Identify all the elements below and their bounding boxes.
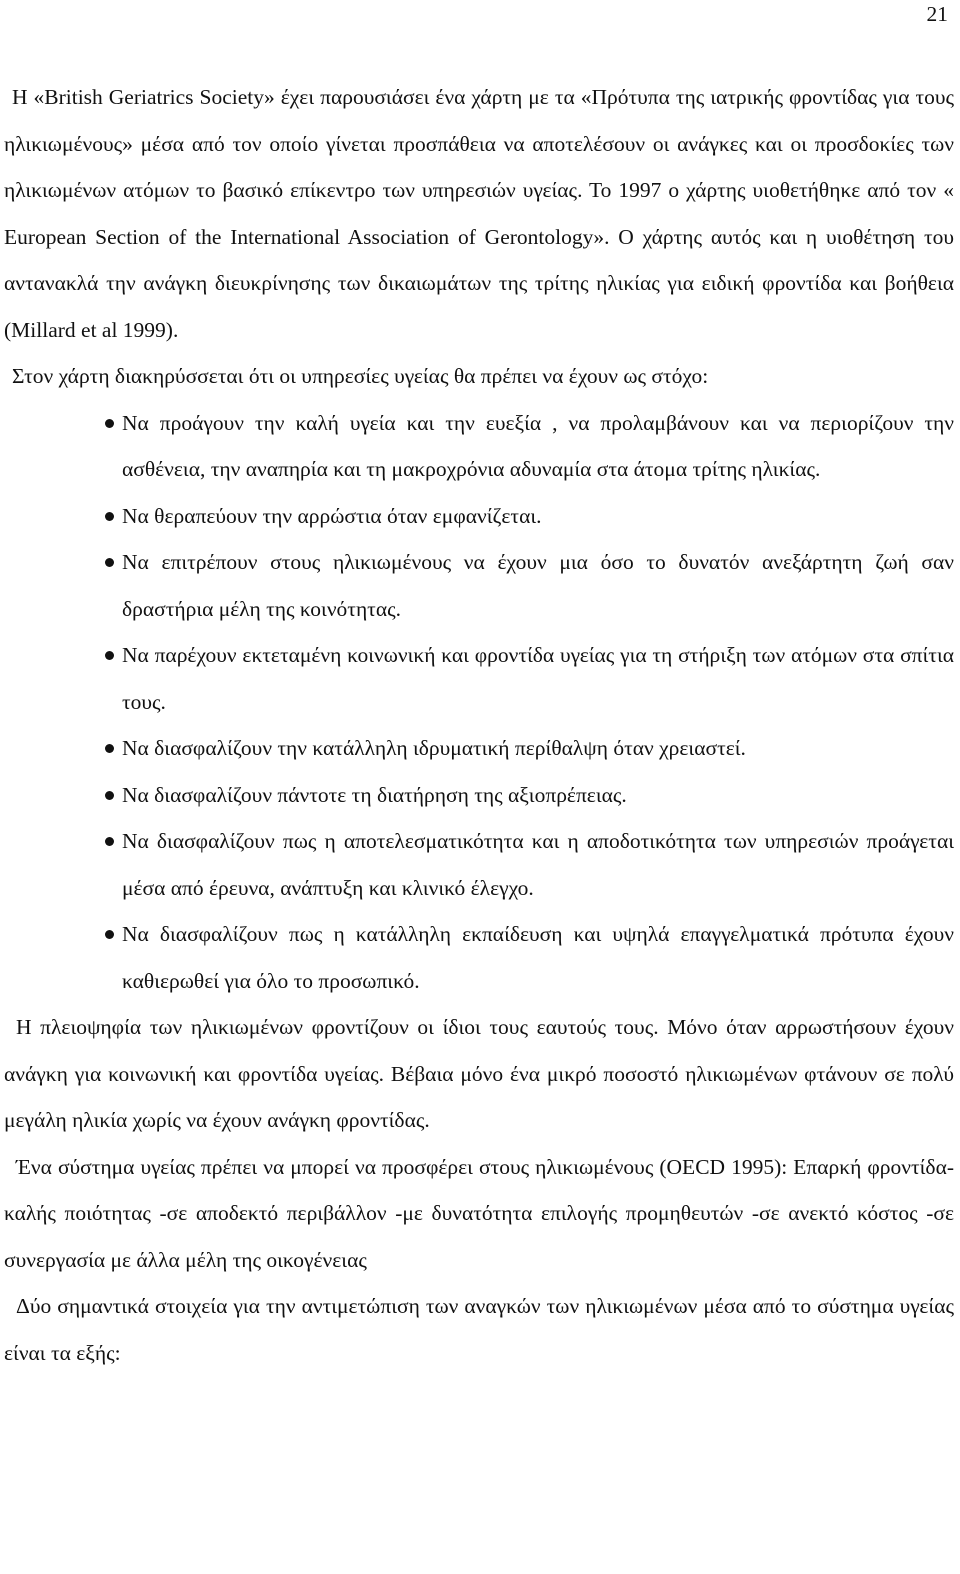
list-item: Να προάγουν την καλή υγεία και την ευεξία , να προλαμβάνουν και να περιορίζουν την ασθένεια, την αναπηρία και τη μακροχρόνια αδυναμία στα άτομα τρίτης ηλικίας.: [122, 400, 954, 493]
bullet-icon: [105, 930, 114, 939]
paragraph-self-care: Η πλειοψηφία των ηλικιωμένων φροντίζουν οι ίδιοι τους εαυτούς τους. Μόνο όταν αρρωστήσουν έχουν ανάγκη για κοινωνική και φροντίδα υγείας. Βέβαια μόνο ένα μικρό ποσοστό ηλικιωμένων φτάνουν σε πολύ μεγάλη ηλικία χωρίς να έχουν ανάγκη φροντίδας.: [4, 1015, 954, 1132]
bullet-icon: [105, 512, 114, 521]
bullet-icon: [105, 791, 114, 800]
list-item: Να θεραπεύουν την αρρώστια όταν εμφανίζεται.: [122, 493, 954, 540]
document-body: [4, 74, 954, 1376]
bullet-icon: [105, 651, 114, 660]
list-item: Να διασφαλίζουν πάντοτε τη διατήρηση της αξιοπρέπειας.: [122, 772, 954, 819]
list-item: Να διασφαλίζουν πως η κατάλληλη εκπαίδευση και υψηλά επαγγελματικά πρότυπα έχουν καθιερωθεί για όλο το προσωπικό.: [122, 911, 954, 1004]
bullet-icon: [105, 419, 114, 428]
paragraph-charter-intro: Η «British Geriatrics Society» έχει παρουσιάσει ένα χάρτη με τα «Πρότυπα της ιατρικής φροντίδας για τους ηλικιωμένους» μέσα από τον οποίο γίνεται προσπάθεια να αποτελέσουν οι ανάγκες και οι προσδοκίες των ηλικιωμένων ατόμων το βασικό επίκεντρο των υπηρεσιών υγείας. Το 1997 ο χάρτης υιοθετήθηκε από τον « European Section of the International Association of Gerontology». Ο χάρτης αυτός και η υιοθέτηση του αντανακλά την ανάγκη διευκρίνησης των δικαιωμάτων της τρίτης ηλικίας για ειδική φροντίδα και βοήθεια (Millard et al 1999).: [4, 85, 954, 342]
goals-list: [4, 400, 954, 1005]
bullet-icon: [105, 744, 114, 753]
bullet-icon: [105, 837, 114, 846]
paragraph-two-elements: Δύο σημαντικά στοιχεία για την αντιμετώπιση των αναγκών των ηλικιωμένων μέσα από το σύστημα υγείας είναι τα εξής:: [4, 1294, 954, 1365]
page-number: 21: [926, 2, 948, 26]
bullet-icon: [105, 558, 114, 567]
list-item: Να επιτρέπουν στους ηλικιωμένους να έχουν μια όσο το δυνατόν ανεξάρτητη ζωή σαν δραστήρια μέλη της κοινότητας.: [122, 539, 954, 632]
list-item: Να διασφαλίζουν πως η αποτελεσματικότητα και η αποδοτικότητα των υπηρεσιών προάγεται μέσα από έρευνα, ανάπτυξη και κλινικό έλεγχο.: [122, 818, 954, 911]
paragraph-health-system: Ένα σύστημα υγείας πρέπει να μπορεί να προσφέρει στους ηλικιωμένους (OECD 1995): Επαρκή φροντίδα-καλής ποιότητας -σε αποδεκτό περιβάλλον -με δυνατότητα επιλογής προμηθευτών -σε ανεκτό κόστος -σε συνεργασία με άλλα μέλη της οικογένειας: [4, 1154, 954, 1272]
list-item: Να παρέχουν εκτεταμένη κοινωνική και φροντίδα υγείας για τη στήριξη των ατόμων στα σπίτια τους.: [122, 632, 954, 725]
paragraph-goals-intro: Στον χάρτη διακηρύσσεται ότι οι υπηρεσίες υγείας θα πρέπει να έχουν ως στόχο:: [12, 364, 709, 388]
list-item: Να διασφαλίζουν την κατάλληλη ιδρυματική περίθαλψη όταν χρειαστεί.: [122, 725, 954, 772]
